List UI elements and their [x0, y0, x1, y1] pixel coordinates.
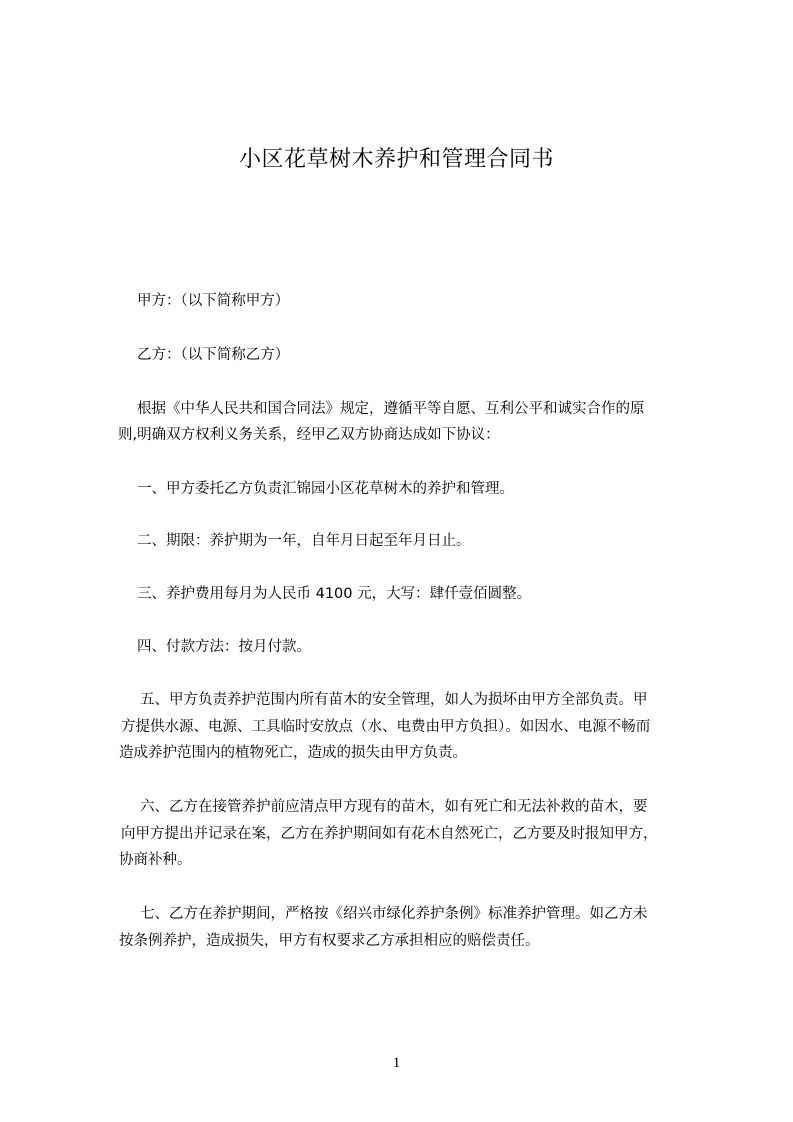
- preamble-line-1: 根据《中华人民共和国合同法》规定，遵循平等自愿、互利公平和诚实合作的原: [137, 401, 645, 417]
- preamble-line-2: 则,明确双方权利义务关系，经甲乙双方协商达成如下协议：: [118, 427, 500, 443]
- clause-7-line-1: 七、乙方在养护期间，严格按《绍兴市绿化养护条例》标准养护管理。如乙方未: [140, 906, 648, 922]
- clause-5-line-3: 造成养护范围内的植物死亡，造成的损失由甲方负责。: [119, 745, 467, 761]
- clause-4: 四、付款方法：按月付款。: [137, 639, 311, 655]
- page-number: 1: [392, 1055, 401, 1071]
- clause-1: 一、甲方委托乙方负责汇锦园小区花草树木的养护和管理。: [137, 481, 514, 497]
- clause-6-line-2: 向甲方提出并记录在案，乙方在养护期间如有花木自然死亡，乙方要及时报知甲方，: [121, 826, 658, 842]
- clause-3: 三、养护费用每月为人民币 4100 元，大写：肆仟壹佰圆整。: [137, 586, 532, 602]
- clause-6-line-3: 协商补种。: [119, 852, 192, 868]
- clause-2: 二、期限：养护期为一年，自年月日起至年月日止。: [137, 533, 471, 549]
- party-b-line: 乙方：（以下简称乙方）: [137, 347, 290, 363]
- document-title: 小区花草树木养护和管理合同书: [238, 147, 554, 172]
- clause-5-line-1: 五、甲方负责养护范围内所有苗木的安全管理，如人为损坏由甲方全部负责。甲: [140, 692, 648, 708]
- clause-7-line-2: 按条例养护，造成损失，甲方有权要求乙方承担相应的赔偿责任。: [119, 933, 540, 949]
- party-a-line: 甲方：（以下简称甲方）: [137, 293, 290, 309]
- clause-5-line-2: 方提供水源、电源、工具临时安放点（水、电费由甲方负担）。如因水、电源不畅而: [121, 719, 651, 735]
- clause-6-line-1: 六、乙方在接管养护前应清点甲方现有的苗木，如有死亡和无法补救的苗木，要: [140, 799, 648, 815]
